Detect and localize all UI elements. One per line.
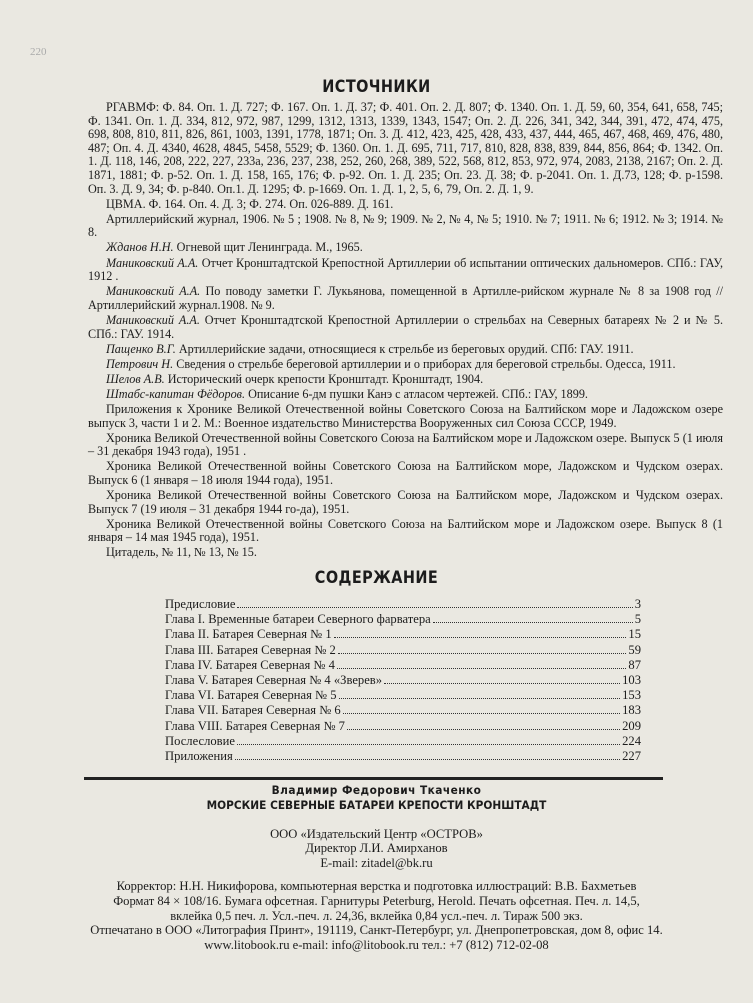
source-text: Огневой щит Ленинграда. М., 1965. [176, 240, 363, 255]
toc-page-number: 227 [622, 748, 641, 763]
source-text: По поводу заметки Г. Лукьянова, помещенной в Артилле-рийском журнале № 8 за 1908 год // Артиллерийский журнал.1908. № 9. [88, 284, 723, 312]
imprint-author: Владимир Федорович Ткаченко [271, 783, 482, 797]
contents-heading: СОДЕРЖАНИЕ [314, 568, 439, 588]
toc-row [165, 673, 641, 688]
toc-page-number: 5 [634, 612, 641, 627]
source-author: Маниковский А.А. [106, 255, 199, 270]
toc-leader-dots [337, 668, 627, 669]
imprint-printer-line: Отпечатано в ООО «Литография Принт», 191119, Санкт-Петербург, ул. Днепропетровская, дом 8, офис 14. [90, 923, 663, 938]
toc-row [165, 734, 641, 749]
source-author: Маниковский А.А. [106, 312, 200, 327]
source-entry [88, 358, 723, 372]
toc-page-number: 3 [634, 597, 641, 611]
imprint-director: Директор Л.И. Амирханов [305, 841, 448, 856]
sources-list [88, 101, 723, 562]
toc-row [165, 627, 641, 642]
source-text: Хроника Великой Отечественной войны Советского Союза на Балтийском море и Ладожском озере. Выпуск 5 (1 июля – 31 декабря 1943 года), 1951 . [88, 430, 723, 459]
imprint-format-line: вклейка 0,5 печ. л. Усл.-печ. л. 24,36, вклейка 0,84 усл.-печ. л. Тираж 500 экз. [170, 908, 583, 923]
toc-title: Приложения [165, 748, 233, 763]
toc-leader-dots [384, 683, 620, 684]
sources-heading: ИСТОЧНИКИ [322, 77, 431, 97]
toc-title: Глава VIII. Батарея Северная № 7 [165, 718, 345, 733]
source-entry [88, 546, 723, 560]
toc-leader-dots [237, 607, 632, 608]
source-text: Артиллерийские задачи, относящиеся к стрельбе из береговых орудий. СПб: ГАУ. 1911. [178, 341, 634, 356]
source-entry [88, 198, 723, 212]
toc-row [165, 658, 641, 673]
source-text: Артиллерийский журнал, 1906. № 5 ; 1908. № 8, № 9; 1909. № 2, № 4, № 5; 1910. № 7; 1911. № 6; 1912. № 3; 1914. № 8. [88, 211, 723, 240]
source-entry [88, 373, 723, 387]
source-entry [88, 213, 723, 240]
toc-title: Глава VII. Батарея Северная № 6 [165, 703, 341, 718]
imprint-credits: Корректор: Н.Н. Никифорова, компьютерная верстка и подготовка иллюстраций: В.В. Бахметьев [116, 878, 637, 893]
table-of-contents [165, 597, 641, 764]
source-entry [88, 257, 723, 284]
imprint-format-line: Формат 84 × 108/16. Бумага офсетная. Гарнитуры Peterburg, Herold. Печать офсетная. Печ. л. 14,5, [113, 893, 640, 908]
source-entry [88, 388, 723, 402]
toc-title: Глава VI. Батарея Северная № 5 [165, 688, 337, 703]
toc-title: Глава II. Батарея Северная № 1 [165, 627, 332, 642]
toc-page-number: 224 [622, 733, 641, 748]
toc-leader-dots [343, 713, 620, 714]
source-entry [88, 460, 723, 487]
toc-leader-dots [338, 653, 627, 654]
imprint-printer-line: www.litobook.ru e-mail: info@litobook.ru тел.: +7 (812) 712-02-08 [204, 938, 549, 953]
toc-title: Глава IV. Батарея Северная № 4 [165, 657, 335, 672]
source-text: Цитадель, № 11, № 13, № 15. [106, 545, 257, 560]
source-text: Хроника Великой Отечественной войны Советского Союза на Балтийском море, Ладожском и Чудском озерах. Выпуск 6 (1 января – 18 июля 1944 года), 1951. [88, 459, 723, 487]
source-text: Сведения о стрельбе береговой артиллерии и о приборах для береговой стрельбы. Одесса, 1911. [176, 356, 676, 371]
source-entry [88, 489, 723, 516]
source-text: Отчет Кронштадтской Крепостной Артиллерии о стрельбах на Северных батареях № 2 и № 5. СПб.: ГАУ. 1914. [88, 312, 724, 341]
toc-leader-dots [339, 698, 621, 699]
toc-leader-dots [433, 622, 633, 623]
source-entry [88, 101, 723, 196]
toc-page-number: 183 [622, 703, 641, 718]
source-author: Жданов Н.Н. [106, 240, 174, 255]
source-entry [88, 432, 723, 459]
toc-leader-dots [334, 637, 627, 638]
toc-row [165, 597, 641, 612]
source-text: Отчет Кронштадтской Крепостной Артиллерии об испытании оптических дальномеров. СПб.: ГАУ, 1912 . [88, 255, 724, 284]
divider-rule [84, 777, 663, 780]
toc-title: Глава III. Батарея Северная № 2 [165, 642, 336, 657]
source-text: РГАВМФ: Ф. 84. Оп. 1. Д. 727; Ф. 167. Оп. 1. Д. 37; Ф. 401. Оп. 2. Д. 807; Ф. 1340. Оп. 1. Д. 59, 60, 354, 641, 658, 745; Ф. 1341. Оп. 1. Д. 334, 812, 972, 987, 1299, 1312, 1313, 1339, 1343, 1547; Оп. 2. Д. 226, 341, 342, 344, 391, 472, 474, 475, 698, 808, 810, 811, 826, 861, 1003, 1391, 1778, 1871; Оп. 3. Д. 412, 423, 425, 428, 433, 437, 444, 465, 467, 468, 469, 476, 480, 487; Оп. 4. Д. 4340, 4628, 4845, 5458, 5529; Ф. 1360. Оп. 1. Д. 695, 711, 717, 810, 828, 838, 839, 844, 856, 864; Ф. 1342. Оп. 1. Д. 118, 146, 208, 222, 227, 233а, 236, 237, 238, 252, 260, 268, 389, 522, 568, 812, 853, 972, 974, 2083, 2138, 2167; Оп. 2. Д. 1871, 1881; Ф. р-52. Оп. 1. Д. 158, 165, 176; Ф. р-92. Оп. 1. Д. 235; Оп. 23. Д. 38; Ф. р-2041. Оп. 1. Д.73, 128; Ф. р-1598. Оп. 3. Д. 9, 34; Ф. р-840. Оп.1. Д. 1295; Ф. р-1669. Оп. 1. Д. 1, 2, 5, 6, 79, Оп. 2. Д. 1, 9. [88, 100, 723, 196]
toc-row [165, 703, 641, 718]
toc-page-number: 15 [628, 627, 641, 642]
source-author: Петрович Н. [106, 356, 174, 371]
toc-title: Глава V. Батарея Северная № 4 «Зверев» [165, 672, 383, 687]
toc-page-number: 59 [628, 642, 641, 657]
imprint [60, 783, 693, 953]
imprint-title: МОРСКИЕ СЕВЕРНЫЕ БАТАРЕИ КРЕПОСТИ КРОНШТАДТ [206, 797, 547, 812]
source-entry [88, 314, 723, 341]
source-entry [88, 343, 723, 357]
toc-leader-dots [235, 759, 620, 760]
source-entry [88, 518, 723, 545]
page-number: 220 [30, 46, 47, 58]
source-author: Шелов А.В. [106, 371, 165, 386]
toc-leader-dots [347, 729, 620, 730]
toc-row [165, 612, 641, 627]
toc-row [165, 688, 641, 703]
toc-row [165, 719, 641, 734]
source-text: Приложения к Хронике Великой Отечественной войны Советского Союза на Балтийском море и Ладожском озере выпуск 3, части 1 и 2. М.: Военное издательство Министерства Вооруженных сил Союза СССР, 1949. [88, 401, 723, 430]
toc-row [165, 749, 641, 764]
imprint-publisher: ООО «Издательский Центр «ОСТРОВ» [270, 826, 483, 841]
toc-page-number: 153 [622, 688, 641, 703]
source-entry [88, 285, 723, 312]
source-entry [88, 403, 723, 430]
source-author: Штабс-капитан Фёдоров. [106, 386, 246, 401]
source-entry [88, 241, 723, 255]
source-author: Маниковский А.А. [106, 284, 201, 299]
source-text: Исторический очерк крепости Кронштадт. Кронштадт, 1904. [167, 371, 484, 386]
imprint-email: E-mail: zitadel@bk.ru [320, 856, 433, 871]
source-text: Описание 6-дм пушки Канэ с атласом чертежей. СПб.: ГАУ, 1899. [248, 386, 588, 401]
toc-row [165, 643, 641, 658]
toc-title: Послесловие [165, 733, 235, 748]
toc-page-number: 103 [622, 672, 641, 687]
toc-title: Глава I. Временные батареи Северного фарватера [165, 612, 431, 627]
toc-page-number: 209 [622, 718, 641, 733]
source-author: Пащенко В.Г. [106, 341, 176, 356]
source-text: ЦВМА. Ф. 164. Оп. 4. Д. 3; Ф. 274. Оп. 026-889. Д. 161. [106, 196, 394, 211]
toc-leader-dots [237, 744, 620, 745]
toc-title: Предисловие [165, 597, 236, 611]
toc-page-number: 87 [628, 657, 641, 672]
source-text: Хроника Великой Отечественной войны Советского Союза на Балтийском море и Ладожском озере. Выпуск 8 (1 января – 14 мая 1945 года), 1951. [88, 516, 723, 545]
source-text: Хроника Великой Отечественной войны Советского Союза на Балтийском море, Ладожском и Чудском озерах. Выпуск 7 (19 июля – 31 декабря 1944 го-да), 1951. [88, 488, 723, 516]
